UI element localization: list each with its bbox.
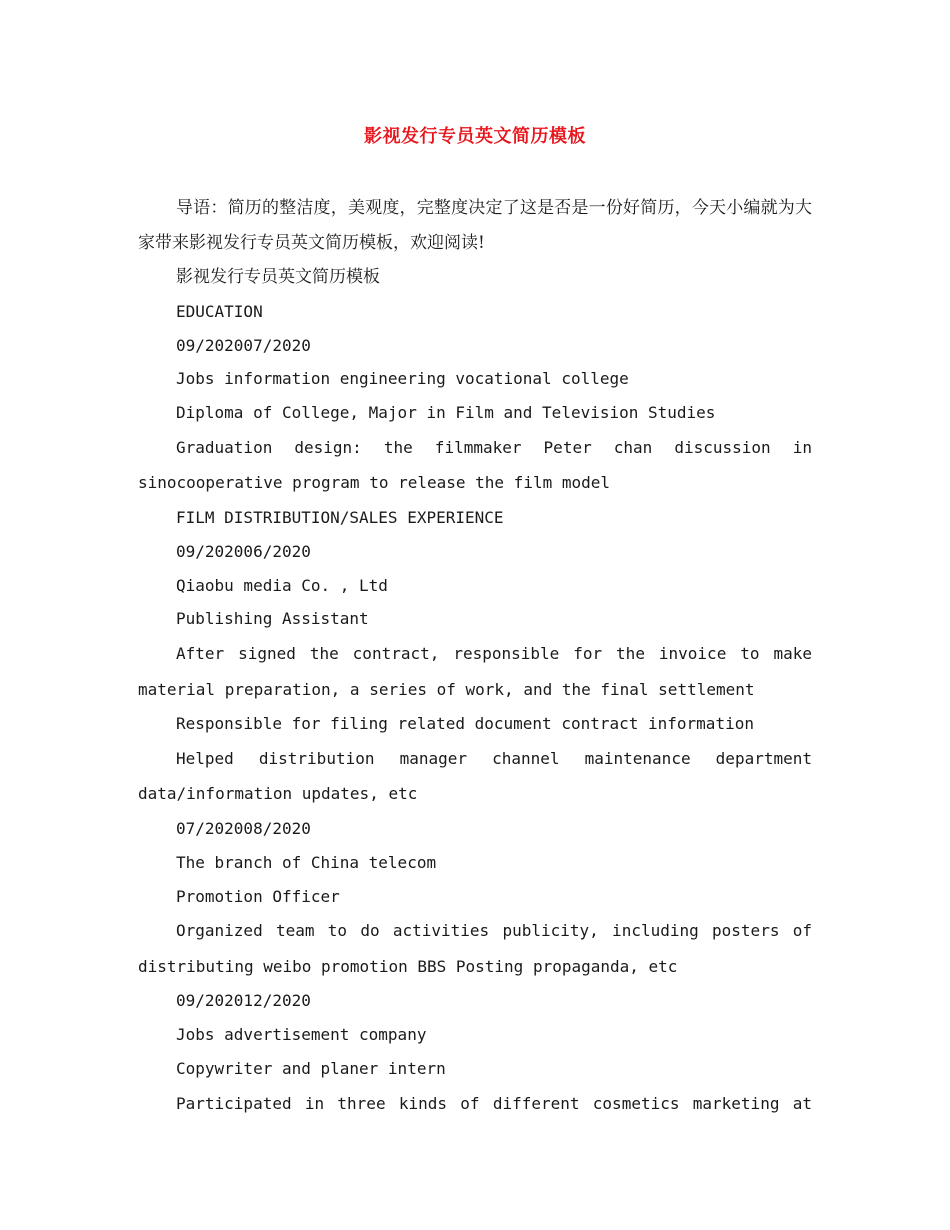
job-title: Copywriter and planer intern: [176, 1058, 446, 1078]
intro-paragraph: 导语：简历的整洁度，美观度，完整度决定了这是否是一份好简历，今天小编就为大家带来影视发行专员英文简历模板，欢迎阅读!: [138, 198, 812, 253]
job-duty: Responsible for filing related document contract information: [176, 714, 754, 734]
job-title: Promotion Officer: [176, 886, 340, 906]
section-heading-experience: FILM DISTRIBUTION/SALES EXPERIENCE: [176, 507, 504, 527]
job-duty: Organized team to do activities publicity, including posters of distributing weibo promotion BBS Posting propaganda, etc: [138, 921, 812, 976]
company-name: The branch of China telecom: [176, 852, 437, 872]
degree: Diploma of College, Major in Film and Television Studies: [176, 403, 716, 423]
job-duty: After signed the contract, responsible for the invoice to make material preparation, a series of work, and the final settlement: [138, 644, 812, 699]
job-duty: Helped distribution manager channel maintenance department data/information updates, etc: [138, 748, 812, 804]
date-range: 09/202012/2020: [176, 991, 311, 1011]
section-heading-education: EDUCATION: [176, 301, 263, 321]
graduation-design: Graduation design: the filmmaker Peter chan discussion in sinocooperative program to release the film model: [138, 437, 812, 493]
document-body: [138, 191, 812, 1121]
date-range: 07/202008/2020: [176, 818, 311, 838]
school-name: Jobs information engineering vocational college: [176, 369, 629, 389]
section-heading: 影视发行专员英文简历模板: [176, 267, 380, 287]
job-duty: Participated in three kinds of different cosmetics marketing at: [176, 1093, 812, 1113]
job-title: Publishing Assistant: [176, 609, 369, 629]
document-title: 影视发行专员英文简历模板: [364, 126, 586, 147]
date-range: 09/202007/2020: [176, 335, 311, 355]
date-range: 09/202006/2020: [176, 541, 311, 561]
company-name: Jobs advertisement company: [176, 1025, 427, 1045]
company-name: Qiaobu media Co. , Ltd: [176, 575, 388, 595]
